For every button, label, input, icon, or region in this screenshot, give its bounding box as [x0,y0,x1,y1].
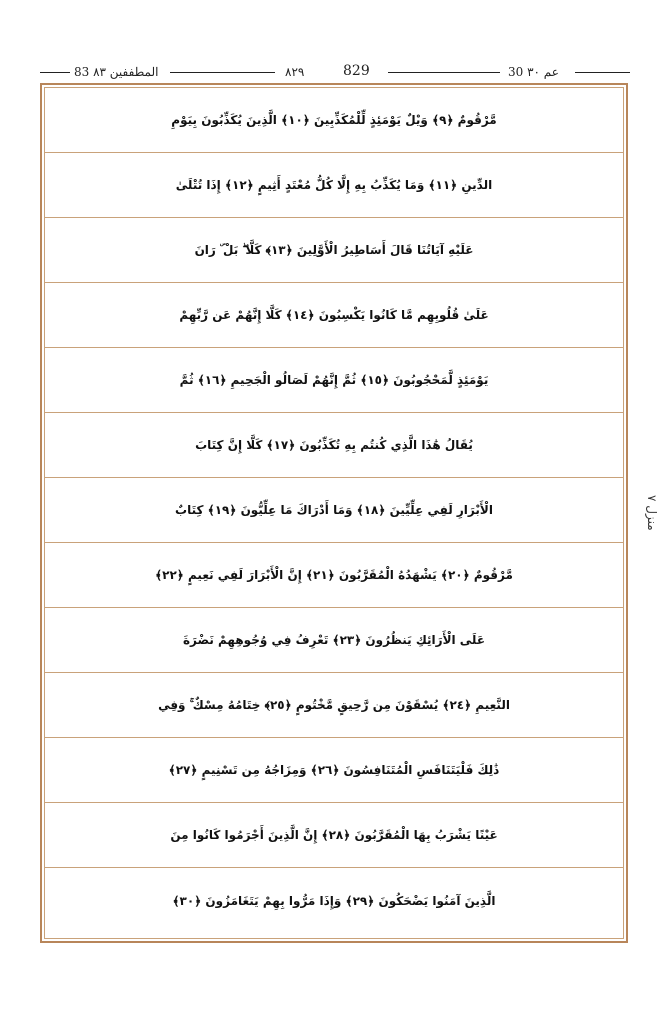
header-rule-right [575,72,630,73]
surah-label: 83 المطففين ٨٣ [74,65,159,79]
header-rule-left [40,72,70,73]
verse-line-10: النَّعِيمِ ﴿٢٤﴾ يُسْقَوْنَ مِن رَّحِيقٍ مَّخْتُومٍ ﴿٢٥﴾ خِتَامُهُ مِسْكٌ ۚ وَفِي [44,673,624,738]
page-number-arabic: ٨٢٩ [285,65,305,79]
verse-line-1: مَّرْقُومٌ ﴿٩﴾ وَيْلٌ يَوْمَئِذٍ لِّلْمُكَذِّبِينَ ﴿١٠﴾ الَّذِينَ يُكَذِّبُونَ بِيَوْمِ [44,88,624,153]
manzil-marker: منزل ٧ [645,495,659,531]
page-number: 829 [343,63,370,79]
header-rule-mid-left [170,72,275,73]
page-header [40,62,630,82]
verse-line-7: الْأَبْرَارِ لَفِي عِلِّيِّينَ ﴿١٨﴾ وَمَا أَدْرَاكَ مَا عِلِّيُّونَ ﴿١٩﴾ كِتَابٌ [44,478,624,543]
verse-line-3: عَلَيْهِ آيَاتُنَا قَالَ أَسَاطِيرُ الْأَوَّلِينَ ﴿١٣﴾ كَلَّا ۖ بَلْ ۜ رَانَ [44,218,624,283]
verse-line-6: يُقَالُ هَٰذَا الَّذِي كُنتُم بِهِ تُكَذِّبُونَ ﴿١٧﴾ كَلَّا إِنَّ كِتَابَ [44,413,624,478]
verse-line-12: عَيْنًا يَشْرَبُ بِهَا الْمُقَرَّبُونَ ﴿٢٨﴾ إِنَّ الَّذِينَ أَجْرَمُوا كَانُوا مِنَ [44,803,624,868]
header-rule-mid-right [388,72,500,73]
verse-line-2: الدِّينِ ﴿١١﴾ وَمَا يُكَذِّبُ بِهِ إِلَّا كُلُّ مُعْتَدٍ أَثِيمٍ ﴿١٢﴾ إِذَا تُتْلَىٰ [44,153,624,218]
verse-line-13: الَّذِينَ آمَنُوا يَضْحَكُونَ ﴿٢٩﴾ وَإِذَا مَرُّوا بِهِمْ يَتَغَامَزُونَ ﴿٣٠﴾ [172,893,496,908]
verse-line-11: ذَٰلِكَ فَلْيَتَنَافَسِ الْمُتَنَافِسُونَ ﴿٢٦﴾ وَمِزَاجُهُ مِن تَسْنِيمٍ ﴿٢٧﴾ [44,738,624,803]
verse-line-9: عَلَى الْأَرَائِكِ يَنظُرُونَ ﴿٢٣﴾ تَعْرِفُ فِي وُجُوهِهِمْ نَضْرَةَ [44,608,624,673]
juz-label: 30 عم ٣٠ [508,65,559,79]
verse-line-5: يَوْمَئِذٍ لَّمَحْجُوبُونَ ﴿١٥﴾ ثُمَّ إِنَّهُمْ لَصَالُو الْجَحِيمِ ﴿١٦﴾ ثُمَّ [44,348,624,413]
verse-line-4: عَلَىٰ قُلُوبِهِم مَّا كَانُوا يَكْسِبُونَ ﴿١٤﴾ كَلَّا إِنَّهُمْ عَن رَّبِّهِمْ [44,283,624,348]
verse-line-8: مَّرْقُومٌ ﴿٢٠﴾ يَشْهَدُهُ الْمُقَرَّبُونَ ﴿٢١﴾ إِنَّ الْأَبْرَارَ لَفِي نَعِيمٍ ﴿٢٢﴾ [44,543,624,608]
